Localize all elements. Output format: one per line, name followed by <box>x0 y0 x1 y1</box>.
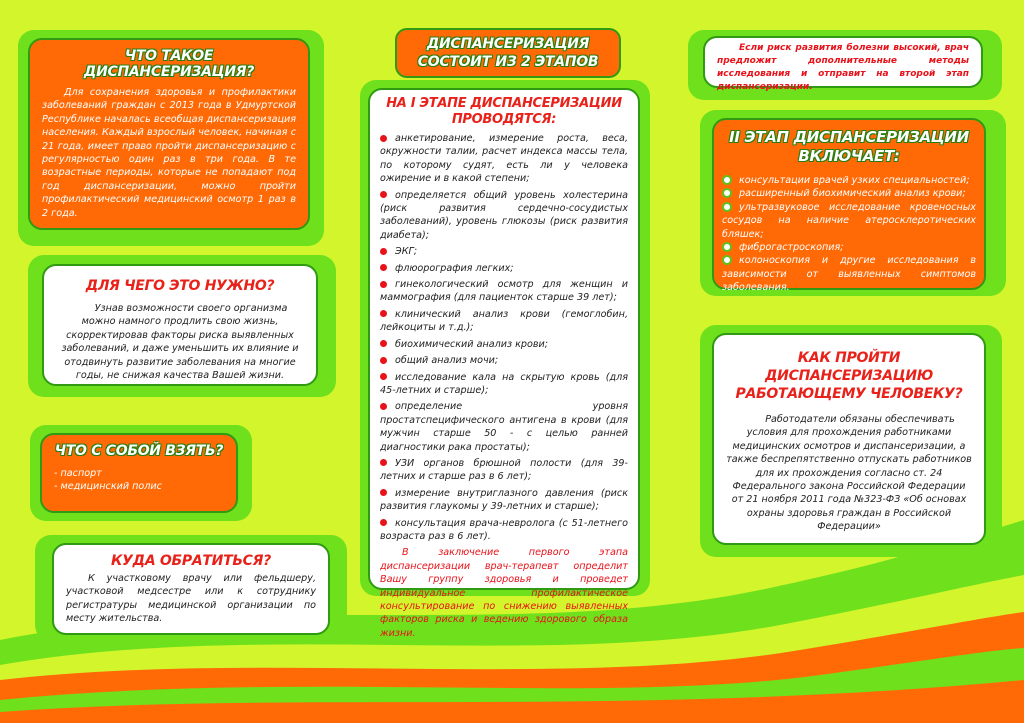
list-item: гинекологический осмотр для женщин и маммография (для пациенток старше 39 лет); <box>380 279 628 304</box>
section-title: II ЭТАП ДИСПАНСЕРИЗАЦИИ ВКЛЮЧАЕТ: <box>729 128 969 165</box>
bring-item: - медицинский полис <box>54 481 162 493</box>
section-title: НА I ЭТАПЕ ДИСПАНСЕРИЗАЦИИ ПРОВОДЯТСЯ: <box>386 96 622 127</box>
list-item: консультация врача-невролога (с 51-летнего возраста раз в 6 лет). <box>380 517 628 542</box>
list-item: колоноскопия и другие исследования в зависимости от выявленных симптомов заболевания. <box>722 255 976 294</box>
stage2-section <box>712 118 986 294</box>
stage1-list <box>380 132 628 543</box>
stages-title: ДИСПАНСЕРИЗАЦИЯ СОСТОИТ ИЗ 2 ЭТАПОВ <box>417 36 599 70</box>
where-section <box>52 543 330 635</box>
section-text: Узнав возможности своего организма можно намного продлить свою жизнь, скорректировав факторы риска выявленных заболеваний, и даже уменьшить их влияние и отодвинуть развитие заболевания на многие годы, не снижая качества Вашей жизни. <box>61 303 299 382</box>
list-item: консультации врачей узких специальностей; <box>722 174 976 187</box>
list-item: клинический анализ крови (гемоглобин, лейкоциты и т.д.); <box>380 308 628 334</box>
list-item: ультразвуковое исследование кровеносных сосудов на наличие атеросклеротических бляшек; <box>722 201 976 240</box>
stage1-section <box>368 88 640 639</box>
stage1-conclusion: В заключение первого этапа диспансеризации врач-терапевт определит Вашу группу здоровья и проведет индивидуальное профилактическое консультирование по снижению выявленных факторов риска и ведению здорового образа жизни. <box>380 547 628 639</box>
list-item: фиброгастроскопия; <box>722 241 976 254</box>
section-title: КАК ПРОЙТИ ДИСПАНСЕРИЗАЦИЮ РАБОТАЮЩЕМУ ЧЕЛОВЕКУ? <box>735 350 963 402</box>
risk-note <box>703 36 983 92</box>
list-item: ЭКГ; <box>380 245 628 258</box>
section-title: ЧТО ТАКОЕ ДИСПАНСЕРИЗАЦИЯ? <box>83 48 255 80</box>
risk-text: Если риск развития болезни высокий, врач предложит дополнительные методы исследования и отправит на второй этап диспансеризации. <box>717 43 969 92</box>
workers-section <box>712 333 986 545</box>
list-item: измерение внутриглазного давления (риск развития глаукомы у 39-летних и старше); <box>380 487 628 513</box>
list-item: УЗИ органов брюшной полости (для 39-летних и старше раз в 6 лет); <box>380 457 628 483</box>
section-title: ЧТО С СОБОЙ ВЗЯТЬ? <box>54 443 224 459</box>
list-item: флюорография легких; <box>380 262 628 275</box>
section-text: Для сохранения здоровья и профилактики заболеваний граждан с 2013 года в Удмуртской Республике началась всеобщая диспансеризация населения. Каждый взрослый человек, начиная с 21 года, имеет право пройти диспансеризацию с регулярностью один раз в три года. В те возрастные периоды, которые не попадают под год диспансеризации, можно пройти профилактический медицинский осмотр 1 раз в 2 года. <box>42 87 296 219</box>
stage2-list <box>722 174 976 295</box>
what-is-section <box>28 38 310 230</box>
bring-section <box>40 433 238 513</box>
section-text: Работодатели обязаны обеспечивать условия для прохождения работниками медицинских осмотров и диспансеризации, а также беспрепятственно отпускать работников для их прохождения согласно ст. 24 Федерального закона Российской Федерации от 21 ноября 2011 года №323-ФЗ «Об основах охраны здоровья граждан в Российской Федерации» <box>726 414 972 533</box>
list-item: определение уровня простатспецифического антигена в крови (для мужчин старше 50 - с целью ранней диагностики рака простаты); <box>380 401 628 453</box>
list-item: анкетирование, измерение роста, веса, окружности талии, расчет индекса массы тела, по которому судят, есть ли у человека ожирение и в какой степени; <box>380 133 628 185</box>
list-item: биохимический анализ крови; <box>380 338 628 351</box>
section-title: КУДА ОБРАТИТЬСЯ? <box>111 553 271 569</box>
list-item: общий анализ мочи; <box>380 354 628 367</box>
stages-title-box <box>395 28 621 78</box>
list-item: расширенный биохимический анализ крови; <box>722 187 976 200</box>
bring-item: - паспорт <box>54 468 102 479</box>
section-text: К участковому врачу или фельдшеру, участковой медсестре или к сотруднику регистратуры медицинской организации по месту жительства. <box>66 573 316 625</box>
list-item: исследование кала на скрытую кровь (для 45-летних и старше); <box>380 371 628 396</box>
why-section <box>42 264 318 386</box>
list-item: определяется общий уровень холестерина (риск развития сердечно-сосудистых заболеваний), уровень глюкозы (риск развития диабета); <box>380 189 628 241</box>
section-title: ДЛЯ ЧЕГО ЭТО НУЖНО? <box>85 278 275 294</box>
